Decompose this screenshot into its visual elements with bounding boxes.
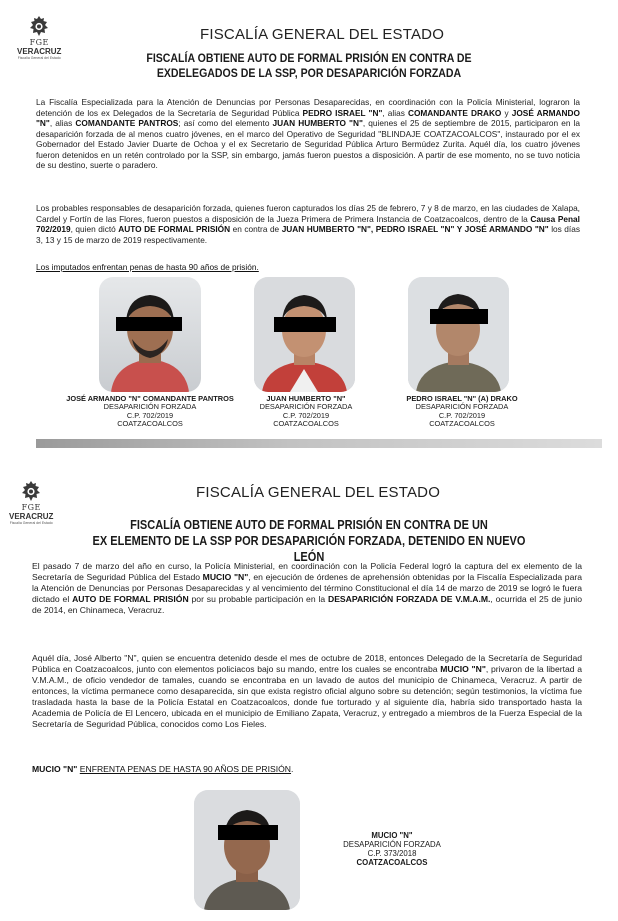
- penalty-note: MUCIO "N" ENFRENTA PENAS DE HASTA 90 AÑOS DE PRISIÓN.: [32, 764, 294, 774]
- headline-line-1: FISCALÍA OBTIENE AUTO DE FORMAL PRISIÓN EN CONTRA DE: [146, 51, 472, 65]
- censor-bar: [218, 825, 278, 840]
- suspect-photo-jose-armando: [99, 277, 201, 392]
- logo-subtitle: Fiscalía General del Estado: [17, 56, 61, 60]
- suspect-caption-jose-armando: JOSÉ ARMANDO "N" COMANDANTE PANTROS DESAPARICIÓN FORZADA C.P. 702/2019 COATZACOALCOS: [66, 394, 234, 428]
- headline: [95, 51, 523, 81]
- headline-line-1: FISCALÍA OBTIENE AUTO DE FORMAL PRISIÓN EN CONTRA DE UN: [130, 518, 488, 532]
- logo-subtitle: Fiscalía General del Estado: [9, 521, 53, 525]
- paragraph-2: Aquél día, José Alberto "N", quien se encuentra detenido desde el mes de octubre de 2018, entonces Delegado de la Secretaría de Seguridad Pública en Coatzacoalcos, junto con elementos policiacos bajo su mando, entre los cuales se encontraba MUCIO "N", privaron de la libertad a V.M.A.M., de oficio vendedor de tamales, cuando se encontraba en un lavado de autos del municipio de Chinameca, Veracruz. A partir de entonces, la víctima permanece como desaparecida, sin que exista registro oficial alguno sobre su detención; según testimonios, la víctima fue trasladada hasta la base de la Policía Estatal en Coatzacoalcos, donde fue torturado y al siguiente día, habría sido transportado hasta la Academia de Policía de El Lencero, ubicada en el municipio de Emiliano Zapata, Veracruz, y entregado a miembros de la Fuerza Especial de la Secretaría de Seguridad Pública, conocidos como Los Fieles.: [32, 653, 583, 729]
- headline-line-2: EXDELEGADOS DE LA SSP, POR DESAPARICIÓN FORZADA: [156, 66, 462, 80]
- footer-separator-bar: [36, 439, 602, 448]
- fge-logo: [17, 15, 61, 60]
- suspect-portrait: [408, 277, 509, 392]
- logo-abbr: FGE: [29, 38, 49, 47]
- bulletin-2: [0, 470, 618, 921]
- bulletin-1: [0, 0, 618, 452]
- censor-bar: [430, 309, 488, 324]
- logo-abbr: FGE: [21, 503, 41, 512]
- penalty-note: Los imputados enfrentan penas de hasta 90 años de prisión.: [36, 262, 259, 272]
- paragraph-1: El pasado 7 de marzo del año en curso, la Policía Ministerial, en coordinación con la Policía Federal logró la captura del ex elemento de la Secretaría de Seguridad Pública del Estado MUCIO "N", en ejecución de órdenes de aprehensión obtenidas por la Fiscalía Especializada para la Atención de Denuncias por Personas Desaparecidas y al vencimiento del término Constitucional el día 14 de marzo de 2019 se logró le fuera dictado el AUTO DE FORMAL PRISIÓN por su probable participación en la DESAPARICIÓN FORZADA DE V.M.A.M., ocurrida el 25 de junio de 2014, en Chinameca, Veracruz.: [32, 561, 583, 615]
- suspect-caption-juan-humberto: JUAN HUMBERTO "N" DESAPARICIÓN FORZADA C.P. 702/2019 COATZACOALCOS: [259, 394, 353, 428]
- headline-line-2: EX ELEMENTO DE LA SSP POR DESAPARICIÓN FORZADA, DETENIDO EN NUEVO LEÓN: [92, 534, 526, 564]
- paragraph-1: La Fiscalía Especializada para la Atención de Denuncias por Personas Desaparecidas, en coordinación con la Policía Ministerial, lograron la detención de los ex Delegados de la Secretaría de Seguridad Pública PEDRO ISRAEL "N", alias COMANDANTE DRAKO y JOSÉ ARMANDO "N", alias COMANDANTE PANTROS; así como del elemento JUAN HUMBERTO "N", quienes el 25 de septiembre de 2015, participaron en la desaparición forzada de al menos cuatro jóvenes, en el marco del Operativo de Seguridad "BLINDAJE COATZACOALCOS", instaurado por el ex Gobernador del Estado Javier Duarte de Ochoa y el ex Secretario de Seguridad Pública Arturo Bermúdez Zurita. Aquél día, los cuatro jóvenes fueron detenidos en un retén controlado por la SSP, sin embargo, jamás fueron puestos a disposición. A partir de ese momento, no se tuvo noticia de su destino, suerte o paradero.: [36, 97, 580, 170]
- state-seal-icon: [27, 15, 51, 39]
- suspect-portrait: [99, 277, 201, 392]
- state-seal-icon: [19, 480, 43, 504]
- agency-header: FISCALÍA GENERAL DEL ESTADO: [200, 26, 445, 43]
- paragraph-2: Los probables responsables de desaparición forzada, quienes fueron capturados los días 25 de febrero, 7 y 8 de marzo, en las ciudades de Xalapa, Cardel y Fortín de las Flores, fueron puestos a disposición de la Jueza Primera de Primera Instancia de Coatzacoalcos, dentro de la Causa Penal 702/2019, quien dictó AUTO DE FORMAL PRISIÓN en contra de JUAN HUMBERTO "N", PEDRO ISRAEL "N" Y JOSÉ ARMANDO "N" los días 3, 13 y 15 de marzo de 2019 respectivamente.: [36, 203, 580, 245]
- fge-logo: [9, 480, 53, 525]
- suspect-photo-juan-humberto: [254, 277, 355, 392]
- censor-bar: [274, 317, 336, 332]
- suspect-portrait: [254, 277, 355, 392]
- agency-header: FISCALÍA GENERAL DEL ESTADO: [196, 484, 441, 501]
- suspect-caption-mucio: MUCIO "N" DESAPARICIÓN FORZADA C.P. 373/2018 COATZACOALCOS: [343, 831, 441, 867]
- suspect-portrait: [194, 790, 300, 910]
- headline: [83, 517, 535, 565]
- suspect-photo-mucio: [194, 790, 300, 910]
- censor-bar: [116, 317, 182, 331]
- suspect-photo-pedro-israel: [408, 277, 509, 392]
- logo-state: VERACRUZ: [9, 512, 54, 521]
- logo-state: VERACRUZ: [17, 47, 62, 56]
- suspect-caption-pedro-israel: PEDRO ISRAEL "N" (A) DRAKO DESAPARICIÓN FORZADA C.P. 702/2019 COATZACOALCOS: [406, 394, 518, 428]
